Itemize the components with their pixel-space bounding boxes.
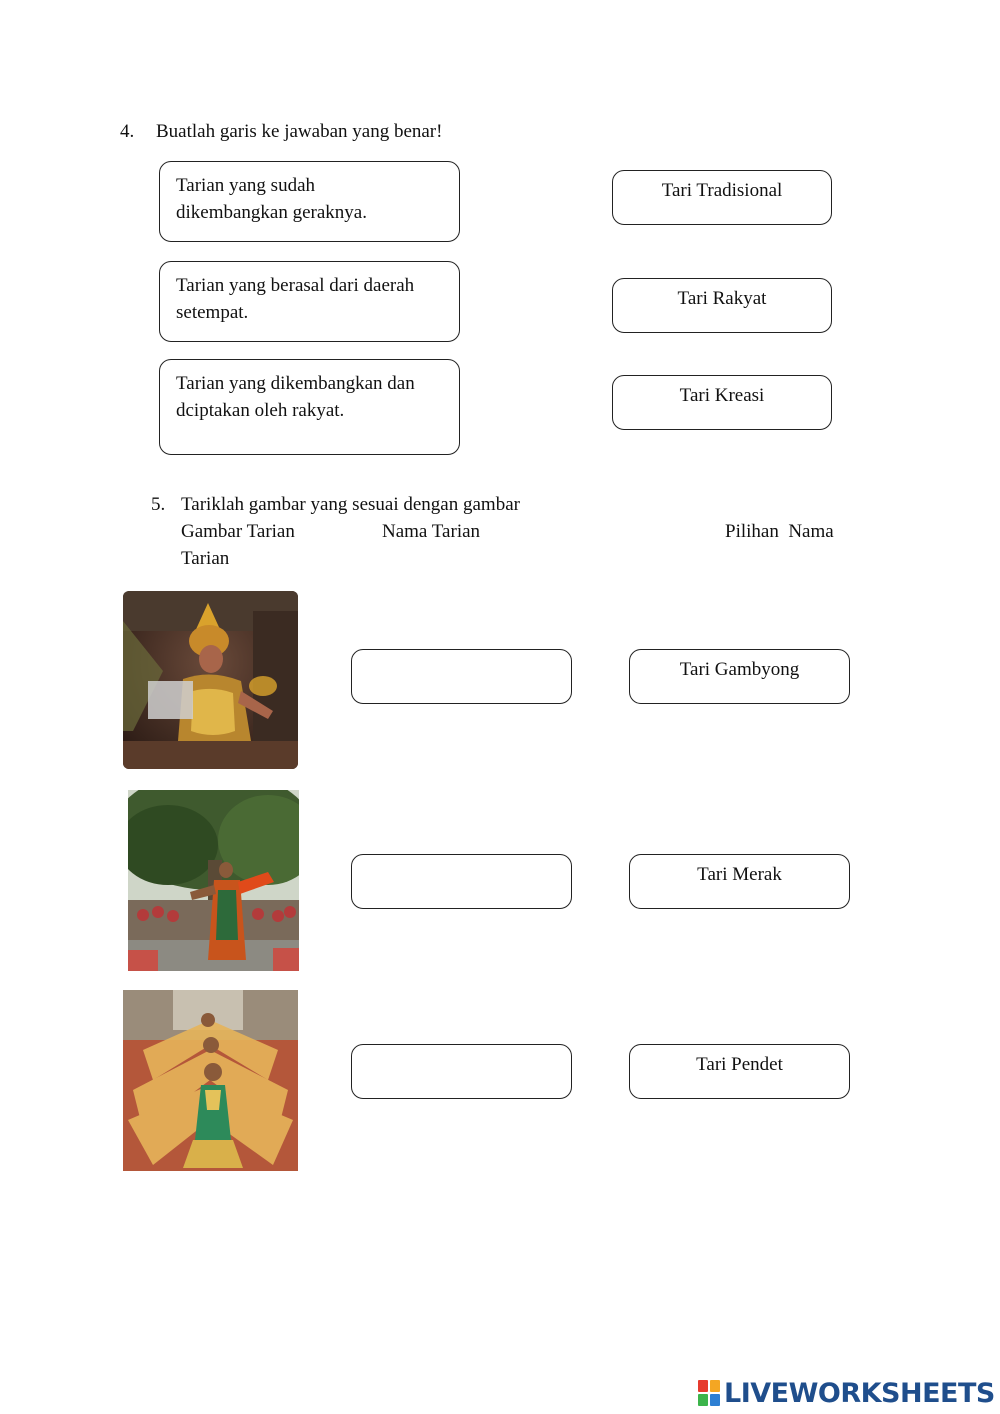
q4-statement-3-line2: dciptakan oleh rakyat. (176, 400, 345, 421)
q4-statement-2-line2: setempat. (176, 302, 249, 323)
dance-photo-3-image (123, 990, 298, 1171)
q5-answer-box-3[interactable] (351, 1044, 572, 1099)
dance-photo-2-image (128, 790, 299, 971)
q5-option-3-label: Tari Pendet (696, 1054, 783, 1075)
q5-option-1-label: Tari Gambyong (679, 659, 800, 680)
dance-photo-1-image (123, 591, 298, 769)
q5-option-tari-merak[interactable] (629, 854, 850, 909)
question-5-number: 5. (151, 494, 166, 515)
dance-photo-1[interactable] (123, 591, 298, 769)
q5-option-tari-gambyong[interactable] (629, 649, 850, 704)
q4-statement-1-line1: Tarian yang sudah (176, 175, 316, 196)
question-4-number: 4. (120, 121, 135, 142)
dance-photo-3[interactable] (123, 990, 298, 1171)
q5-col-pilihan-nama-cont: Tarian (181, 548, 230, 569)
q4-answer-2-label: Tari Rakyat (677, 288, 767, 309)
q5-option-tari-pendet[interactable] (629, 1044, 850, 1099)
q5-col-nama-tarian: Nama Tarian (382, 521, 481, 542)
q4-statement-1[interactable] (159, 161, 460, 242)
q5-col-pilihan-nama: Pilihan Nama (725, 521, 834, 542)
q4-answer-1-label: Tari Tradisional (661, 180, 783, 201)
liveworksheets-logo-text: LIVEWORKSHEETS (724, 1377, 995, 1409)
q4-statement-2[interactable] (159, 261, 460, 342)
q5-option-2-label: Tari Merak (697, 864, 782, 885)
q5-answer-box-1[interactable] (351, 649, 572, 704)
q5-answer-box-2[interactable] (351, 854, 572, 909)
liveworksheets-logo (697, 1376, 995, 1410)
q4-statement-2-line1: Tarian yang berasal dari daerah (176, 275, 415, 296)
q4-answer-3-label: Tari Kreasi (679, 385, 765, 406)
q4-statement-1-line2: dikembangkan geraknya. (176, 202, 367, 223)
question-5-instruction: Tariklah gambar yang sesuai dengan gambar (181, 494, 520, 515)
q4-statement-3[interactable] (159, 359, 460, 455)
q5-col-gambar-tarian: Gambar Tarian (181, 521, 295, 542)
q4-answer-tari-kreasi[interactable] (612, 375, 832, 430)
liveworksheets-logo-icon (697, 1378, 721, 1408)
dance-photo-2[interactable] (128, 790, 299, 971)
q4-statement-3-line1: Tarian yang dikembangkan dan (176, 373, 415, 394)
question-4-instruction: Buatlah garis ke jawaban yang benar! (156, 121, 443, 142)
q4-answer-tari-rakyat[interactable] (612, 278, 832, 333)
q4-answer-tari-tradisional[interactable] (612, 170, 832, 225)
